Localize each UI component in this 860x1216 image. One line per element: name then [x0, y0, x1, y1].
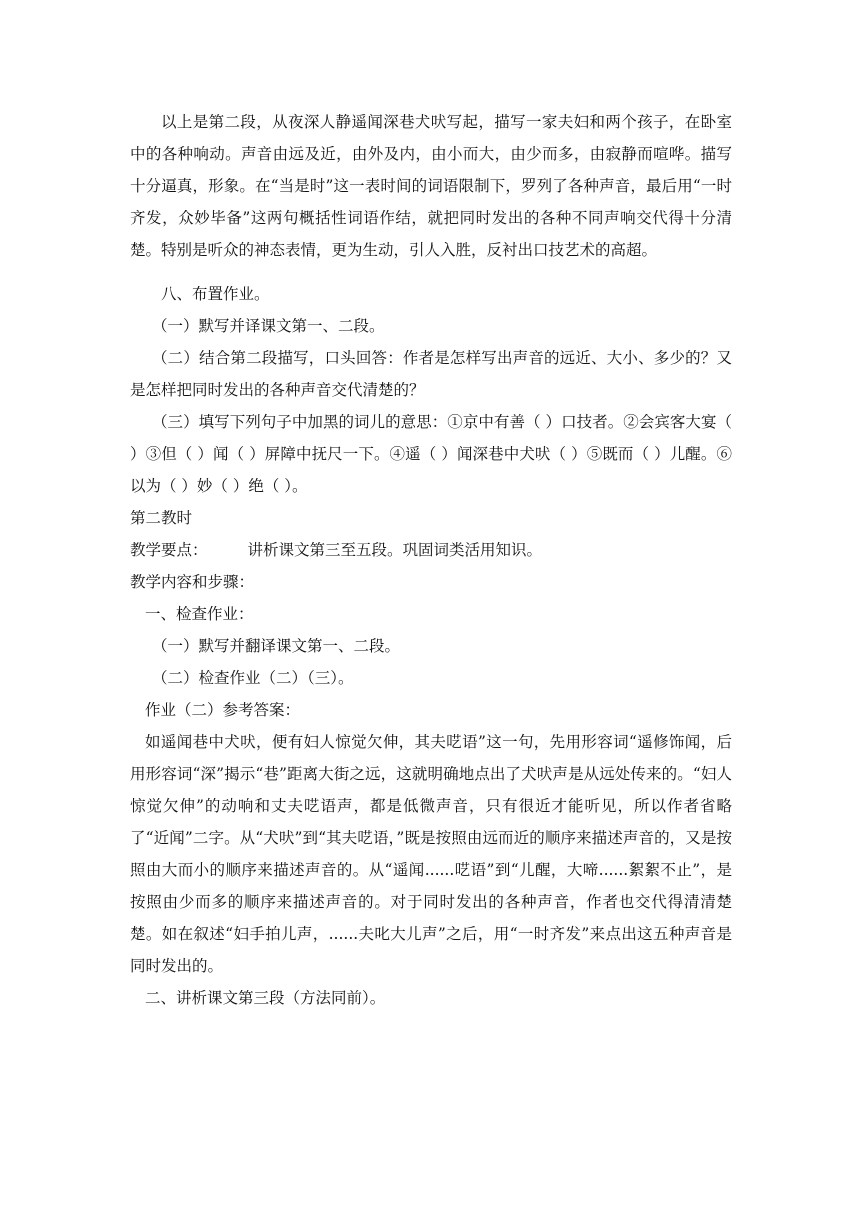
homework-item-1: （一）默写并译课文第一、二段。: [152, 317, 385, 335]
answer-body: 如遥闻巷中犬吠，便有妇人惊觉欠伸，其夫呓语”这一句，先用形容词“遥修饰闻，后用形容词“深”揭示“巷”距离大街之远，这就明确地点出了犬吠声是从远处传来的。“妇人惊觉欠伸”的动响和丈夫呓语声，都是低微声音，只有很近才能听见，所以作者省略了“近闻”二字。从“犬吠”到“其夫呓语，”既是按照由远而近的顺序来描述声音的，又是按照由大而小的顺序来描述声音的。从“遥闻......呓语”到“儿醒，大啼......絮絮不止”，是按照由少而多的顺序来描述声音的。对于同时发出的各种声音，作者也交代得清清楚楚。如在叙述“妇手拍儿声，......夫叱大儿声”之后，用“一时齐发”来点出这五种声音是同时发出的。: [130, 733, 732, 975]
teaching-points-line: [130, 534, 732, 566]
homework-item-2: （二）结合第二段描写，口头回答：作者是怎样写出声音的远近、大小、多少的？又是怎样把同时发出的各种声音交代清楚的？: [130, 349, 732, 399]
heading-assign-homework: 八、布置作业。: [161, 285, 270, 303]
second-lesson-heading: 第二教时: [130, 509, 193, 527]
paragraph-summary-second-section: 以上是第二段，从夜深人静遥闻深巷犬吠写起，描写一家夫妇和两个孩子，在卧室中的各种响动。声音由远及近，由外及内，由小而大，由少而多，由寂静而喧哗。描写十分逼真，形象。在“当是时”这一表时间的词语限制下，罗列了各种声音，最后用“一时齐发，众妙毕备”这两句概括性词语作结，就把同时发出的各种不同声响交代得十分清楚。特别是听众的神态表情，更为生动，引人入胜，反衬出口技艺术的高超。: [130, 113, 732, 259]
homework-item-3: （三）填写下列句子中加黑的词儿的意思：①京中有善（ ）口技者。②会宾客大宴（ ）③但（ ）闻（ ）屏障中抚尺一下。④遥（ ）闻深巷中犬吠（ ）⑤既而（ ）儿醒。⑥以为（ ）妙（ ）绝（ ）。: [130, 413, 732, 495]
teaching-steps-heading: 教学内容和步骤：: [130, 573, 255, 591]
answer-heading: 作业（二）参考答案：: [145, 701, 301, 719]
teaching-points-label: 教学要点：: [130, 541, 208, 559]
third-section-heading: 二、讲析课文第三段（方法同前）。: [145, 989, 386, 1007]
check-item-2: （二）检查作业（二）（三）。: [152, 669, 354, 687]
check-homework-heading: 一、检查作业：: [145, 605, 254, 623]
document-body: [130, 106, 732, 1014]
check-item-1: （一）默写并翻译课文第一、二段。: [152, 637, 401, 655]
teaching-points-text: 讲析课文第三至五段。巩固词类活用知识。: [247, 541, 543, 559]
